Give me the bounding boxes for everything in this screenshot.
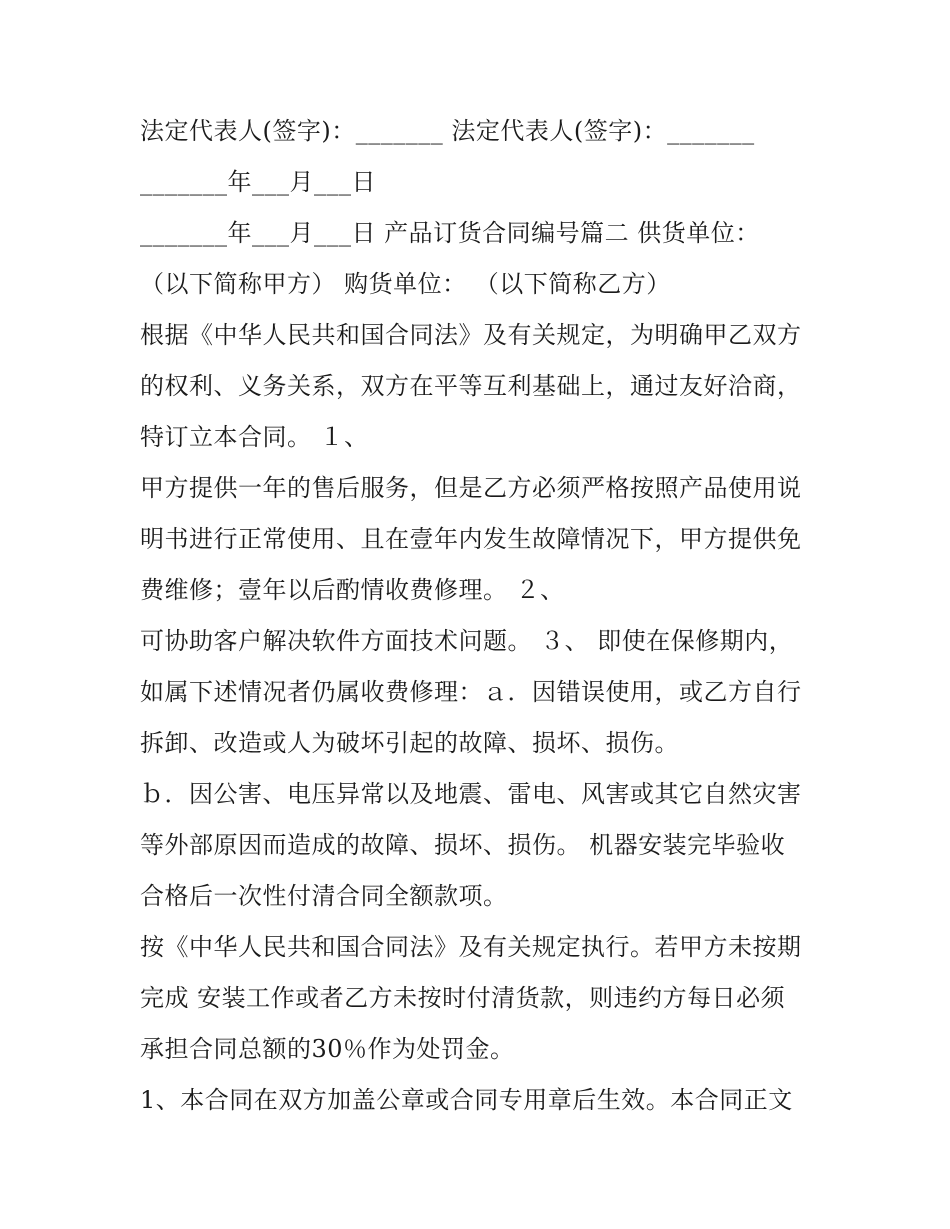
parties-line: （以下简称甲方） 购货单位： （以下简称乙方）: [140, 270, 671, 298]
document-body: [140, 106, 820, 1126]
text-line: 拆卸、改造或人为破坏引起的故障、损坏、损伤。: [140, 729, 679, 757]
text-line: 1、本合同在双方加盖公章或合同专用章后生效。本合同正文: [140, 1086, 793, 1114]
text-line: 明书进行正常使用、且在壹年内发生故障情况下，甲方提供免: [140, 525, 802, 553]
text-line: 承担合同总额的30％作为处罚金。: [140, 1035, 515, 1063]
text-line: 的权利、义务关系，双方在平等互利基础上，通过友好洽商，: [140, 372, 802, 400]
text-line: 完成 安装工作或者乙方未按时付清货款，则违约方每日必须: [140, 984, 786, 1012]
text-line: 甲方提供一年的售后服务，但是乙方必须严格按照产品使用说: [140, 474, 802, 502]
text-line: 特订立本合同。 １、: [140, 423, 369, 451]
text-line: ｂ．因公害、电压异常以及地震、雷电、风害或其它自然灾害: [140, 780, 802, 808]
date-line: _______年___月___日: [140, 168, 376, 196]
text-line: 如属下述情况者仍属收费修理：ａ．因错误使用，或乙方自行: [140, 678, 802, 706]
text-line: 费维修；壹年以后酌情收费修理。 ２、: [140, 576, 565, 604]
text-line: 合格后一次性付清合同全额款项。: [140, 882, 508, 910]
text-line: 可协助客户解决软件方面技术问题。 ３、 即使在保修期内，: [140, 627, 794, 655]
text-line: 根据《中华人民共和国合同法》及有关规定，为明确甲乙双方: [140, 321, 802, 349]
date-title-line: _______年___月___日 产品订货合同编号篇二 供货单位：: [140, 219, 760, 247]
text-line: 按《中华人民共和国合同法》及有关规定执行。若甲方未按期: [140, 933, 802, 961]
signature-line: 法定代表人(签字)：_______ 法定代表人(签字)：_______: [140, 117, 755, 145]
text-line: 等外部原因而造成的故障、损坏、损伤。 机器安装完毕验收: [140, 831, 786, 859]
